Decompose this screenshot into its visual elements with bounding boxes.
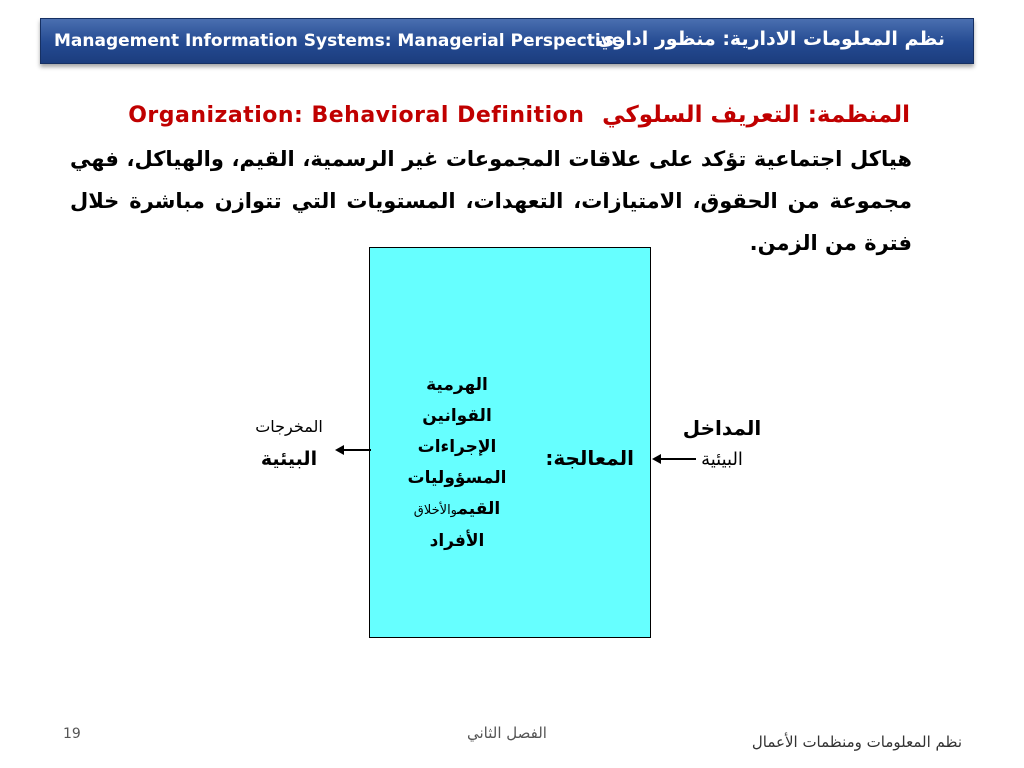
process-label: المعالجة: — [545, 446, 634, 470]
process-item-values: القيم — [457, 499, 501, 519]
process-item-rules: القوانين — [422, 406, 492, 426]
header-title-english: Management Information Systems: Managerial Perspective — [54, 31, 624, 51]
process-box — [369, 247, 651, 638]
output-arrow — [333, 443, 373, 457]
footer-course: نظم المعلومات ومنظمات الأعمال — [751, 733, 962, 751]
outputs-label — [244, 412, 334, 476]
process-item-individuals: الأفراد — [429, 531, 485, 551]
process-item-values-ethics — [388, 494, 526, 526]
inputs-line2: البيئية — [701, 449, 743, 470]
outputs-line2: البيئية — [260, 448, 318, 470]
process-item-procedures: الإجراءات — [417, 437, 497, 457]
header-title-arabic: نظم المعلومات الادارية: منظور اداري — [597, 28, 945, 50]
slide-title — [128, 102, 910, 128]
outputs-line1: المخرجات — [255, 417, 323, 436]
slide-title-arabic: المنظمة: التعريف السلوكي — [602, 102, 910, 128]
input-arrow — [650, 452, 698, 466]
inputs-label — [672, 412, 772, 476]
page-number: 19 — [63, 726, 81, 742]
footer-chapter: الفصل الثاني — [467, 724, 547, 742]
process-item-hierarchy: الهرمية — [426, 375, 488, 395]
process-items-list — [388, 370, 526, 557]
definition-paragraph: هياكل اجتماعية تؤكد على علاقات المجموعات غير الرسمية، القيم، والهياكل، فهي مجموعة من الحقوق، الامتيازات، التعهدات، المستويات التي تتوازن مباشرة خلال فترة من الزمن. — [70, 147, 912, 255]
process-item-ethics: والأخلاق — [413, 503, 458, 518]
inputs-line1: المداخل — [682, 416, 762, 440]
header-banner — [40, 18, 974, 64]
slide-title-english: Organization: Behavioral Definition — [128, 103, 585, 128]
process-item-responsibilities: المسؤوليات — [407, 468, 507, 488]
